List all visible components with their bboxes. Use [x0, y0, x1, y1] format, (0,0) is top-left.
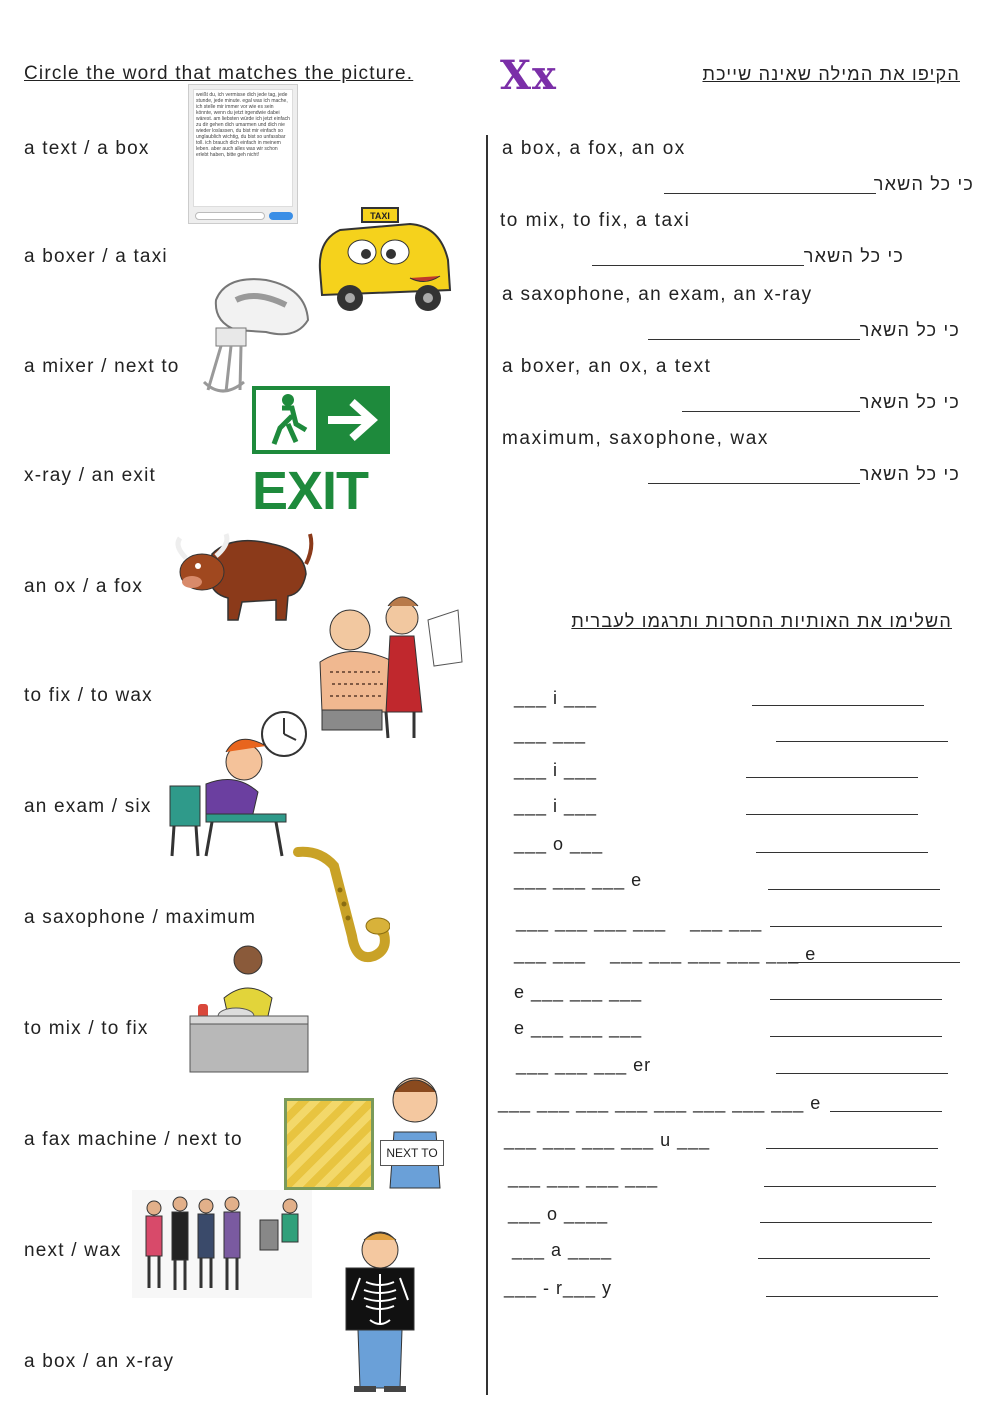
odd-one-out-words[interactable]: a boxer, an ox, a text — [502, 356, 712, 377]
translation-line[interactable] — [760, 1222, 932, 1223]
answer-line[interactable] — [664, 193, 876, 194]
circle-item[interactable]: a boxer / a taxi — [24, 246, 168, 267]
word-pattern[interactable]: ___ a ____ — [512, 1240, 613, 1260]
answer-line[interactable] — [592, 265, 804, 266]
ox-picture — [172, 524, 316, 624]
translation-line[interactable] — [830, 1111, 942, 1112]
chat-input — [195, 212, 265, 220]
translation-line[interactable] — [766, 1148, 938, 1149]
translation-line[interactable] — [764, 1186, 936, 1187]
circle-item[interactable]: next / wax — [24, 1240, 122, 1261]
next-to-picture — [284, 1072, 454, 1198]
circle-item[interactable]: a box / an x-ray — [24, 1351, 175, 1372]
chat-bubble: weißt du, ich vermisse dich jede tag, jede stunde, jede minute. egal was ich mache, ich stelle mir immer vor wie es sein könnte, wenn du jetzt irgendwie dabei wärest. am liebsten würde ich jetzt einfach zu dir gehen dich umarmen und dich nie wieder loslassen, du bist mir einfach so unglaublich wichtig, du bist so unfassbar toll. ich brauch dich einfach in meinem leben. aber auch alles was wir schon erlebt haben, bitte geh nicht! — [193, 89, 293, 207]
word-pattern[interactable]: ___ o ____ — [508, 1204, 609, 1224]
translation-line[interactable] — [770, 926, 942, 927]
because-label: כי כל השאר — [873, 174, 974, 194]
column-divider — [486, 135, 488, 1395]
word-pattern[interactable]: ___ ___ — [514, 724, 587, 744]
exit-sign-picture — [252, 386, 390, 521]
translation-line[interactable] — [746, 814, 918, 815]
answer-line[interactable] — [648, 483, 860, 484]
word-pattern[interactable]: e ___ ___ ___ — [514, 1018, 643, 1038]
odd-one-out-words[interactable]: maximum, saxophone, wax — [502, 428, 770, 449]
word-pattern[interactable]: ___ i ___ — [514, 760, 598, 780]
translation-line[interactable] — [770, 999, 942, 1000]
circle-item[interactable]: x-ray / an exit — [24, 465, 157, 486]
word-pattern[interactable]: ___ ___ ___ e — [514, 870, 643, 890]
translation-line[interactable] — [758, 1258, 930, 1259]
word-pattern[interactable]: ___ ___ ___ ___ ___ ___ ___ e — [514, 944, 817, 964]
odd-one-out-words[interactable]: to mix, to fix, a taxi — [500, 210, 691, 231]
word-pattern[interactable]: ___ i ___ — [514, 688, 598, 708]
translation-line[interactable] — [768, 889, 940, 890]
x-ray-picture — [336, 1228, 424, 1394]
circle-item[interactable]: a mixer / next to — [24, 356, 180, 377]
mixer-picture — [196, 270, 316, 400]
exit-running-icon — [252, 386, 390, 454]
exit-word: EXIT — [252, 461, 369, 521]
circle-item[interactable]: to mix / to fix — [24, 1018, 149, 1039]
word-pattern[interactable]: ___ ___ ___ ___ ___ ___ — [516, 912, 763, 932]
word-pattern[interactable]: ___ - r___ y — [504, 1278, 613, 1298]
translation-line[interactable] — [756, 852, 928, 853]
mixing-picture — [188, 938, 310, 1074]
word-pattern[interactable]: ___ ___ ___ ___ — [508, 1168, 659, 1188]
circle-item[interactable]: a saxophone / maximum — [24, 907, 257, 928]
circle-item[interactable]: an ox / a fox — [24, 576, 144, 597]
text-message-picture — [188, 84, 298, 224]
letter-title: Xx — [500, 52, 557, 99]
translation-line[interactable] — [766, 1296, 938, 1297]
taxi-picture — [300, 200, 460, 315]
circle-item[interactable]: a fax machine / next to — [24, 1129, 243, 1150]
left-instruction: Circle the word that matches the picture. — [24, 63, 414, 84]
word-pattern[interactable]: ___ ___ ___ er — [516, 1055, 652, 1075]
word-pattern[interactable]: ___ o ___ — [514, 834, 604, 854]
send-icon — [269, 212, 293, 220]
framed-picture — [284, 1098, 374, 1190]
people-queue-picture — [132, 1190, 312, 1298]
translation-line[interactable] — [752, 705, 924, 706]
word-pattern[interactable]: ___ i ___ — [514, 796, 598, 816]
translation-line[interactable] — [788, 962, 960, 963]
circle-item[interactable]: an exam / six — [24, 796, 152, 817]
right-instruction: הקיפו את המילה שאינה שייכת — [702, 64, 960, 84]
translation-line[interactable] — [776, 741, 948, 742]
because-label: כי כל השאר — [859, 320, 960, 340]
answer-line[interactable] — [682, 411, 860, 412]
answer-line[interactable] — [648, 339, 860, 340]
exam-picture — [166, 706, 316, 858]
odd-one-out-words[interactable]: a box, a fox, an ox — [502, 138, 686, 159]
word-pattern[interactable]: e ___ ___ ___ — [514, 982, 643, 1002]
boy-icon — [380, 1072, 450, 1196]
translation-line[interactable] — [746, 777, 918, 778]
because-label: כי כל השאר — [859, 464, 960, 484]
circle-item[interactable]: a text / a box — [24, 138, 150, 159]
translation-line[interactable] — [770, 1036, 942, 1037]
because-label: כי כל השאר — [859, 392, 960, 412]
circle-item[interactable]: to fix / to wax — [24, 685, 153, 706]
next-to-sign: NEXT TO — [380, 1140, 444, 1166]
word-pattern[interactable]: ___ ___ ___ ___ ___ ___ ___ ___ e — [498, 1093, 822, 1113]
waxing-picture — [310, 592, 470, 742]
translation-line[interactable] — [776, 1073, 948, 1074]
because-label: כי כל השאר — [803, 246, 904, 266]
odd-one-out-words[interactable]: a saxophone, an exam, an x-ray — [502, 284, 813, 305]
completion-title: השלימו את האותיות החסרות ותרגמו לעברית — [571, 611, 952, 631]
taxi-sign: TAXI — [370, 211, 390, 221]
word-pattern[interactable]: ___ ___ ___ ___ u ___ — [504, 1130, 711, 1150]
